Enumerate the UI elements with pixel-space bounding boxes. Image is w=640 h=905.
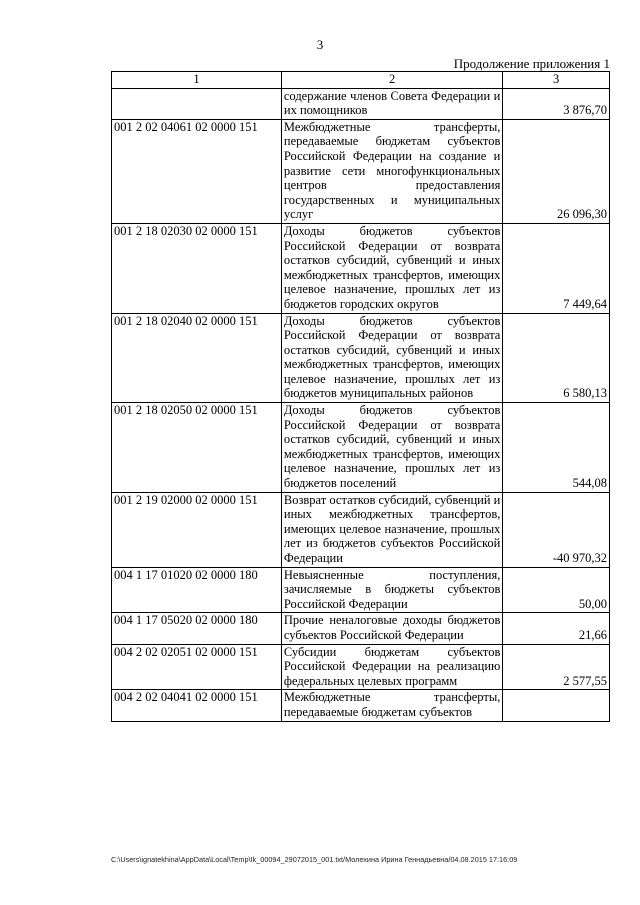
table-row	[112, 119, 610, 223]
row-code: 004 1 17 05020 02 0000 180	[112, 613, 282, 644]
footer-file-path: C:\Users\ignatekhina\AppData\Local\Temp\Ik_00094_29072015_001.txt/Молехина Ирина Геннадьевна/04.08.2015 17:16:09	[111, 855, 518, 864]
revenue-table	[111, 71, 610, 722]
table-row	[112, 88, 610, 119]
header-col-2: 2	[281, 72, 502, 89]
table-row	[112, 644, 610, 690]
table-row	[112, 223, 610, 313]
table-row	[112, 403, 610, 493]
continuation-label: Продолжение приложения 1	[453, 56, 610, 71]
row-description: Прочие неналоговые доходы бюджетов субъектов Российской Федерации	[281, 613, 502, 644]
row-description: Доходы бюджетов субъектов Российской Федерации от возврата остатков субсидий, субвенций и иных межбюджетных трансфертов, имеющих целевое назначение, прошлых лет из бюджетов муниципальных районов	[281, 313, 502, 403]
row-amount	[503, 690, 610, 721]
row-amount: 544,08	[503, 403, 610, 493]
row-description: Доходы бюджетов субъектов Российской Федерации от возврата остатков субсидий, субвенций и иных межбюджетных трансфертов, имеющих целевое назначение, прошлых лет из бюджетов городских округов	[281, 223, 502, 313]
row-code: 004 2 02 02051 02 0000 151	[112, 644, 282, 690]
row-amount: 21,66	[503, 613, 610, 644]
row-description: Межбюджетные трансферты, передаваемые бюджетам субъектов Российской Федерации на создание и развитие сети многофункциональных центров предоставления государственных и муниципальных услуг	[281, 119, 502, 223]
header-col-3: 3	[503, 72, 610, 89]
row-code: 001 2 02 04061 02 0000 151	[112, 119, 282, 223]
row-amount: 2 577,55	[503, 644, 610, 690]
row-description: Невыясненные поступления, зачисляемые в бюджеты субъектов Российской Федерации	[281, 567, 502, 613]
row-description: содержание членов Совета Федерации и их помощников	[281, 88, 502, 119]
table-row	[112, 492, 610, 567]
row-amount: 6 580,13	[503, 313, 610, 403]
row-description: Субсидии бюджетам субъектов Российской Федерации на реализацию федеральных целевых программ	[281, 644, 502, 690]
row-description: Возврат остатков субсидий, субвенций и иных межбюджетных трансфертов, имеющих целевое назначение, прошлых лет из бюджетов субъектов Российской Федерации	[281, 492, 502, 567]
header-col-1: 1	[112, 72, 282, 89]
table-header-row	[112, 72, 610, 89]
row-code: 004 2 02 04041 02 0000 151	[112, 690, 282, 721]
row-code: 001 2 18 02030 02 0000 151	[112, 223, 282, 313]
page-number: 3	[316, 37, 324, 52]
row-description: Межбюджетные трансферты, передаваемые бюджетам субъектов	[281, 690, 502, 721]
row-amount: -40 970,32	[503, 492, 610, 567]
row-amount: 26 096,30	[503, 119, 610, 223]
row-code: 001 2 18 02040 02 0000 151	[112, 313, 282, 403]
row-code: 001 2 19 02000 02 0000 151	[112, 492, 282, 567]
row-code	[112, 88, 282, 119]
table-row	[112, 313, 610, 403]
table-row	[112, 613, 610, 644]
row-amount: 3 876,70	[503, 88, 610, 119]
row-amount: 50,00	[503, 567, 610, 613]
row-description: Доходы бюджетов субъектов Российской Федерации от возврата остатков субсидий, субвенций и иных межбюджетных трансфертов, имеющих целевое назначение, прошлых лет из бюджетов поселений	[281, 403, 502, 493]
row-code: 004 1 17 01020 02 0000 180	[112, 567, 282, 613]
table-row	[112, 690, 610, 721]
row-amount: 7 449,64	[503, 223, 610, 313]
row-code: 001 2 18 02050 02 0000 151	[112, 403, 282, 493]
table-row	[112, 567, 610, 613]
